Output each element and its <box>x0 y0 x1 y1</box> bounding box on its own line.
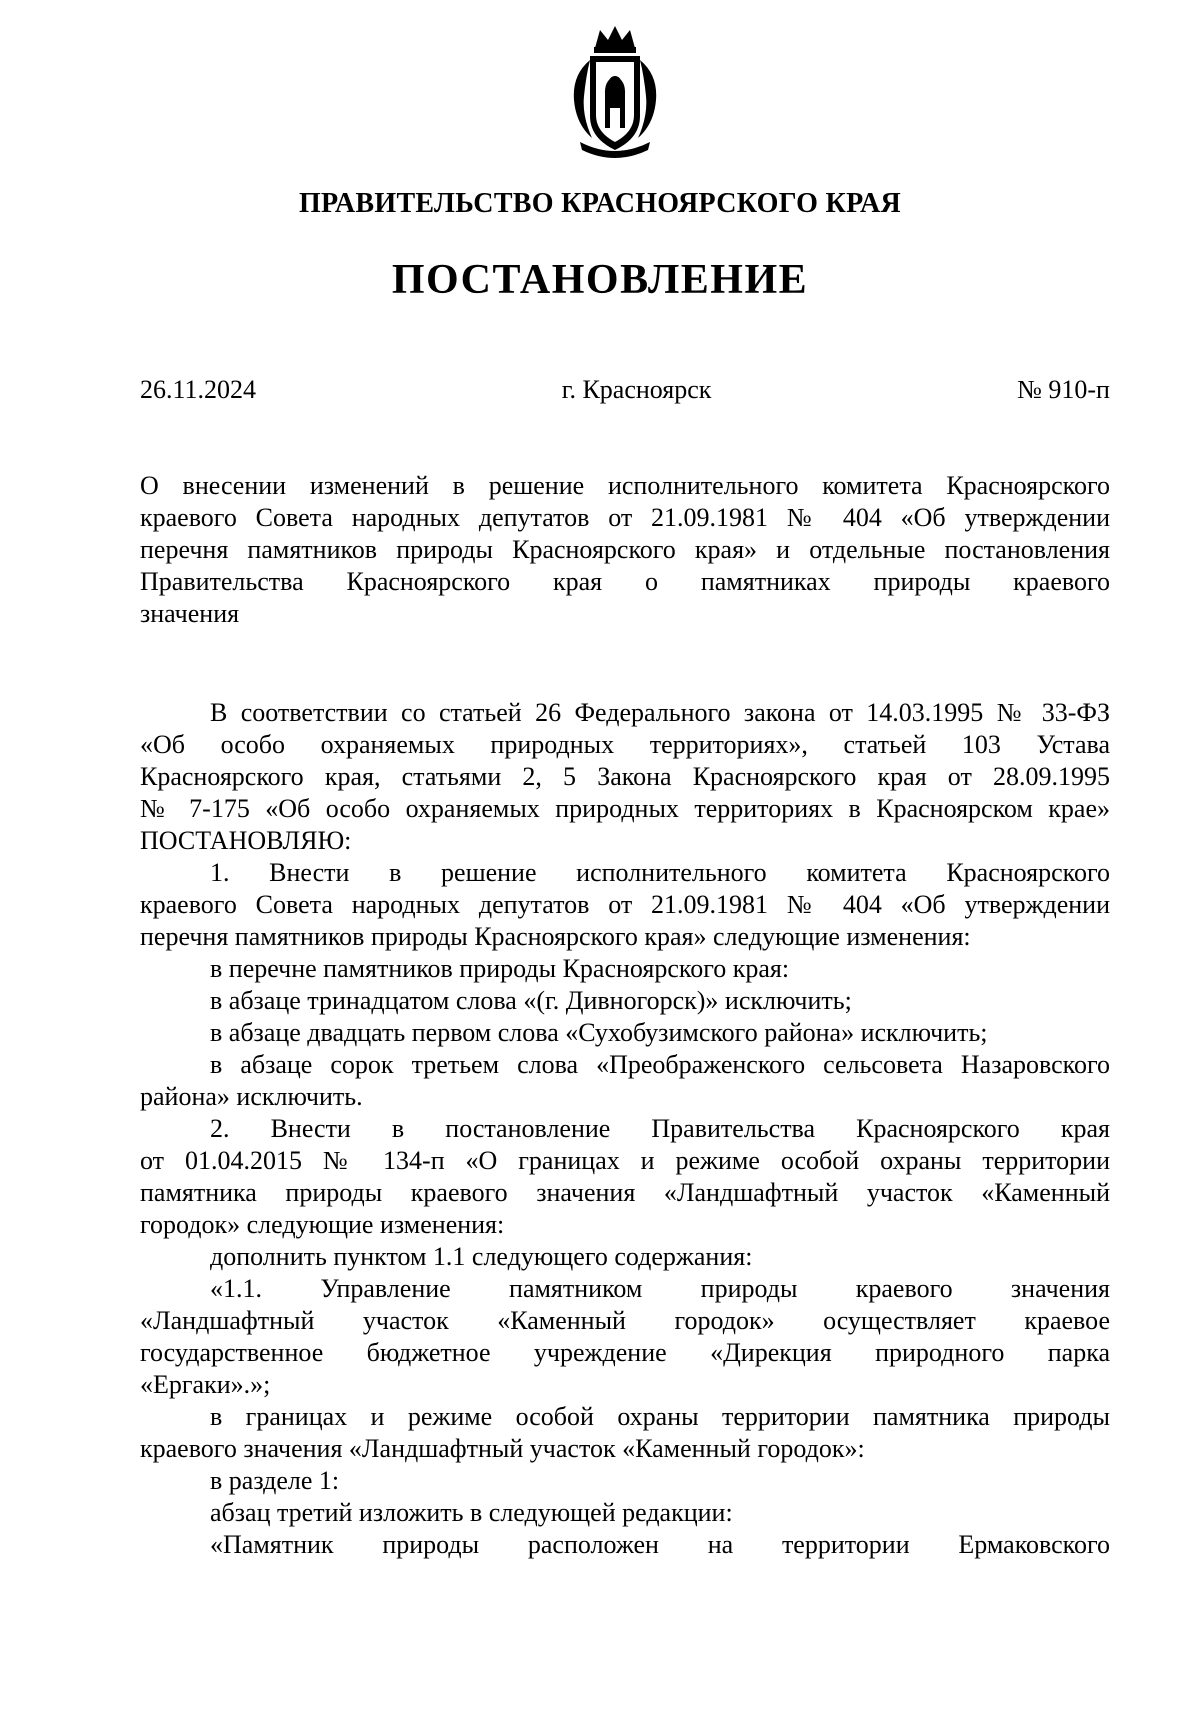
body-line: В соответствии со статьей 26 Федерального закона от 14.03.1995 № 33-ФЗ <box>210 698 1110 727</box>
body-line: дополнить пунктом 1.1 следующего содержания: <box>210 1242 753 1271</box>
body-line: «1.1. Управление памятником природы краевого значения <box>210 1274 1110 1303</box>
organization-name: ПРАВИТЕЛЬСТВО КРАСНОЯРСКОГО КРАЯ <box>298 188 902 219</box>
body-line: в разделе 1: <box>210 1466 340 1495</box>
title-line: О внесении изменений в решение исполнительного комитета Красноярского <box>140 471 1110 500</box>
body-line: перечня памятников природы Красноярского края» следующие изменения: <box>140 922 971 951</box>
coat-of-arms-icon <box>560 20 670 160</box>
document-meta <box>140 375 1110 405</box>
body-line: в перечне памятников природы Красноярского края: <box>210 954 790 983</box>
title-line: краевого Совета народных депутатов от 21.09.1981 № 404 «Об утверждении <box>140 503 1110 532</box>
body-line: городок» следующие изменения: <box>140 1210 505 1239</box>
document-number: № 910-п <box>1017 375 1110 404</box>
body-line: в абзаце тринадцатом слова «(г. Дивногорск)» исключить; <box>210 986 852 1015</box>
body-line: памятника природы краевого значения «Ландшафтный участок «Каменный <box>140 1178 1110 1207</box>
body-line: 2. Внести в постановление Правительства Красноярского края <box>210 1114 1110 1143</box>
body-line: краевого Совета народных депутатов от 21.09.1981 № 404 «Об утверждении <box>140 890 1110 919</box>
body-line: в границах и режиме особой охраны территории памятника природы <box>210 1402 1110 1431</box>
document-title <box>140 470 1110 630</box>
body-line: от 01.04.2015 № 134-п «О границах и режиме особой охраны территории <box>140 1146 1110 1175</box>
body-line: «Об особо охраняемых природных территориях», статьей 103 Устава <box>140 730 1110 759</box>
title-line: Правительства Красноярского края о памятниках природы краевого <box>140 567 1110 596</box>
body-line: государственное бюджетное учреждение «Дирекция природного парка <box>140 1338 1110 1367</box>
document-body <box>140 697 1110 1561</box>
body-line: в абзаце двадцать первом слова «Сухобузимского района» исключить; <box>210 1018 988 1047</box>
body-line: 1. Внести в решение исполнительного комитета Красноярского <box>210 858 1110 887</box>
body-line: ПОСТАНОВЛЯЮ: <box>140 826 352 855</box>
body-line: Красноярского края, статьями 2, 5 Закона Красноярского края от 28.09.1995 <box>140 762 1110 791</box>
title-line: значения <box>140 599 240 628</box>
body-line: района» исключить. <box>140 1082 363 1111</box>
body-line: «Ергаки».»; <box>140 1370 271 1399</box>
body-line: в абзаце сорок третьем слова «Преображенского сельсовета Назаровского <box>210 1050 1110 1079</box>
body-line: «Памятник природы расположен на территории Ермаковского <box>210 1530 1110 1559</box>
body-line: краевого значения «Ландшафтный участок «Каменный городок»: <box>140 1434 865 1463</box>
body-line: «Ландшафтный участок «Каменный городок» осуществляет краевое <box>140 1306 1110 1335</box>
body-line: № 7-175 «Об особо охраняемых природных территориях в Красноярском крае» <box>140 794 1110 823</box>
body-line: абзац третий изложить в следующей редакции: <box>210 1498 733 1527</box>
document-type: ПОСТАНОВЛЕНИЕ <box>391 257 809 303</box>
title-line: перечня памятников природы Красноярского края» и отдельные постановления <box>140 535 1110 564</box>
document-date: 26.11.2024 <box>140 375 257 404</box>
document-city: г. Красноярск <box>561 375 712 404</box>
